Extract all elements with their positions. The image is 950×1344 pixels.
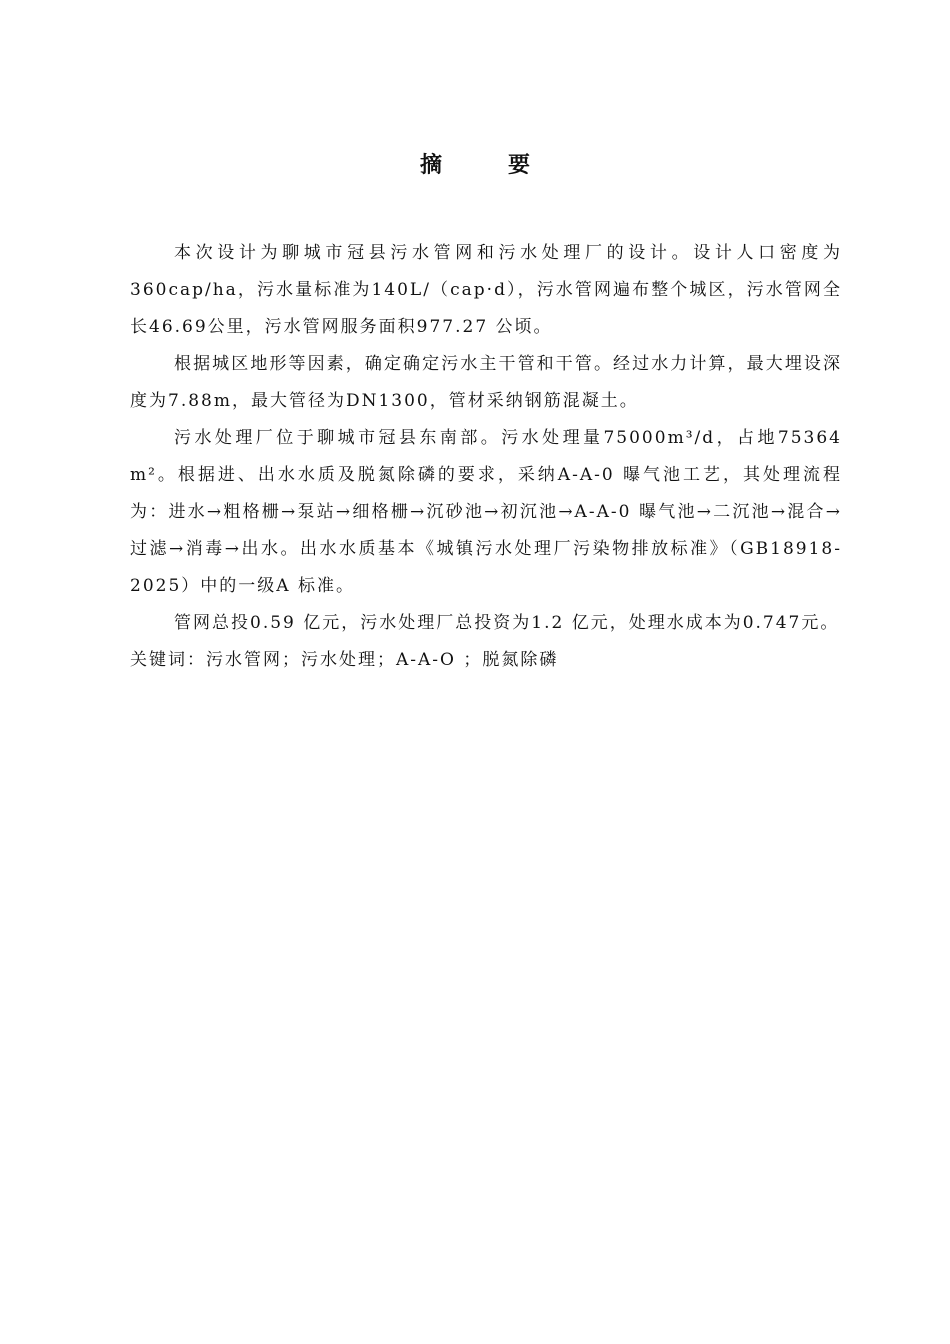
abstract-paragraph-3: 污水处理厂位于聊城市冠县东南部。污水处理量75000m³/d，占地75364 m²。根据进、出水水质及脱氮除磷的要求，采纳A-A-0 曝气池工艺，其处理流程为：进水→粗格栅→泵站→细格栅→沉砂池→初沉池→A-A-0 曝气池→二沉池→混合→过滤→消毒→出水。出水水质基本《城镇污水处理厂污染物排放标准》（GB18918-2025）中的一级A 标准。 [130,428,842,596]
abstract-paragraph-1: 本次设计为聊城市冠县污水管网和污水处理厂的设计。设计人口密度为360cap/ha，污水量标准为140L/（cap·d），污水管网遍布整个城区，污水管网全长46.69公里，污水管网服务面积977.27 公顷。 [130,243,842,337]
keywords-label: 关键词： [130,650,206,670]
abstract-paragraph-2: 根据城区地形等因素，确定确定污水主干管和干管。经过水力计算，最大埋设深度为7.88m，最大管径为DN1300，管材采纳钢筋混凝土。 [130,354,842,411]
abstract-body [130,235,842,679]
abstract-title: 摘 要 [419,152,552,178]
keywords-text: 污水管网；污水处理；A-A-O ；脱氮除磷 [206,650,559,670]
keywords-line [130,642,842,679]
abstract-paragraph-4: 管网总投0.59 亿元，污水处理厂总投资为1.2 亿元，处理水成本为0.747元。 [174,613,840,633]
